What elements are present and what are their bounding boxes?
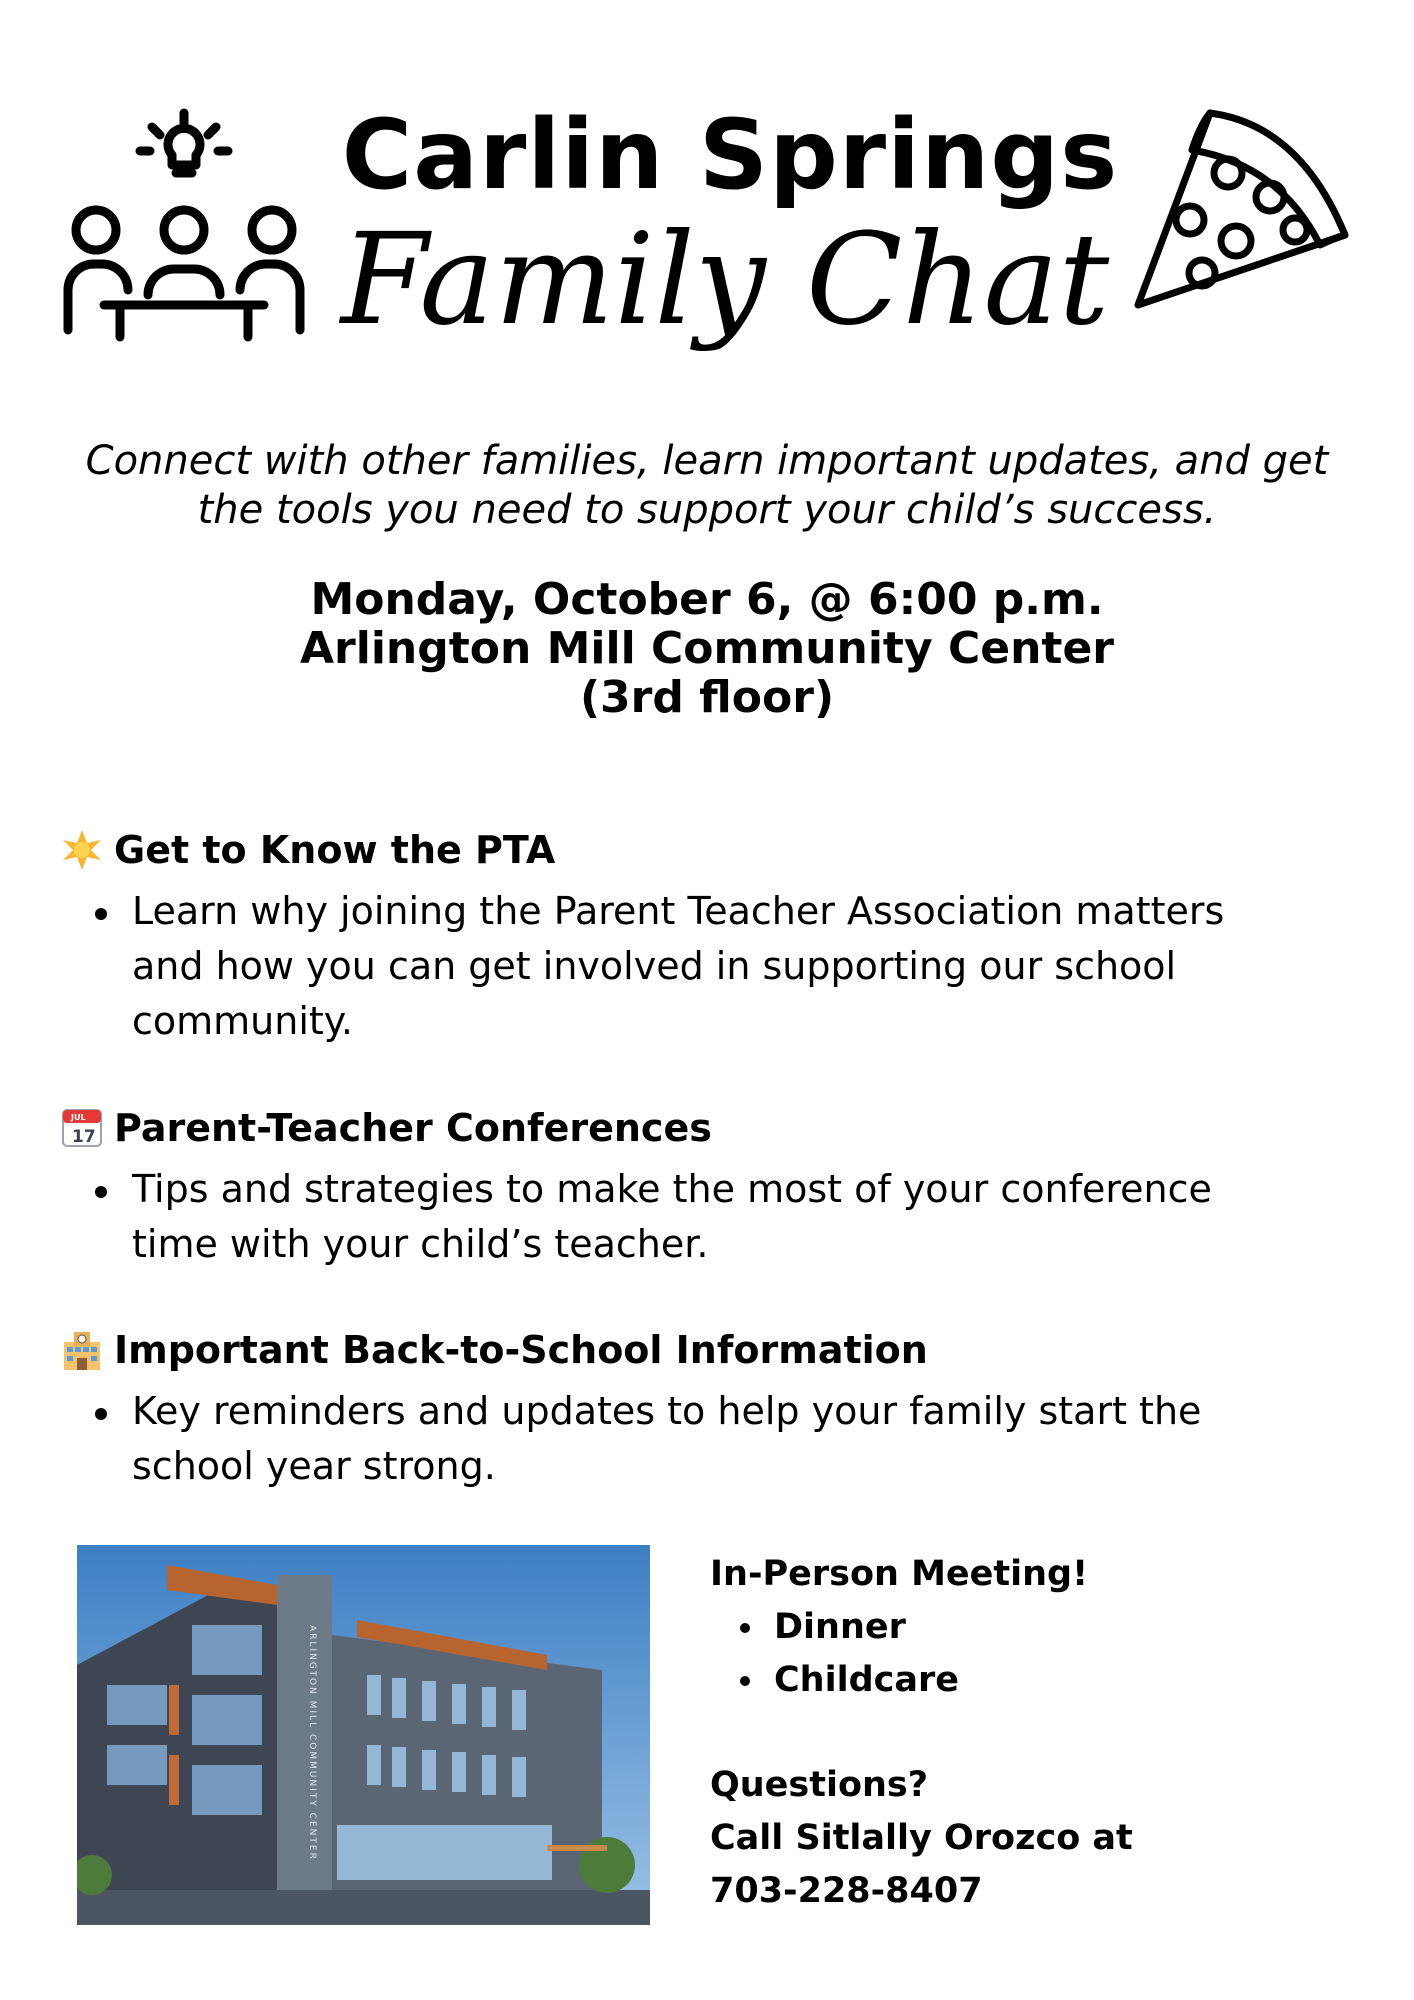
event-date-time: Monday, October 6, @ 6:00 p.m. bbox=[310, 574, 1104, 625]
calendar-month: JUL bbox=[71, 1113, 86, 1122]
phone-number: 703-228-8407 bbox=[710, 1871, 983, 1911]
section-heading: Important Back-to-School Information bbox=[114, 1328, 928, 1372]
meeting-heading: In-Person Meeting! bbox=[710, 1554, 1089, 1594]
bullet-dot bbox=[740, 1676, 750, 1686]
family-meeting-icon bbox=[60, 105, 305, 345]
star-icon bbox=[60, 828, 104, 872]
list-item bbox=[710, 1654, 1330, 1707]
tagline: Connect with other families, learn important updates, and get the tools you need to support your child’s success. bbox=[85, 438, 1329, 533]
list-item-label: Dinner bbox=[774, 1607, 906, 1647]
section-heading-row bbox=[60, 1326, 1300, 1374]
school-building-icon bbox=[60, 1328, 104, 1372]
community-center-photo bbox=[77, 1545, 650, 1925]
list-item bbox=[60, 884, 1292, 1049]
event-location: Arlington Mill Community Center bbox=[300, 623, 1114, 674]
section-conferences bbox=[60, 1104, 1300, 1272]
title-line-2: Family Chat bbox=[340, 206, 1110, 353]
contact-line: Call Sitlally Orozco at bbox=[710, 1818, 1133, 1858]
bullet-text: Key reminders and updates to help your family start the school year strong. bbox=[132, 1389, 1202, 1488]
list-item bbox=[60, 1162, 1292, 1272]
list-item-label: Childcare bbox=[774, 1660, 960, 1700]
bullet-dot bbox=[740, 1623, 750, 1633]
list-item bbox=[710, 1601, 1330, 1654]
section-pta bbox=[60, 826, 1300, 1049]
section-heading-row bbox=[60, 1104, 1300, 1152]
building-sign: ARLINGTON MILL COMMUNITY CENTER bbox=[307, 1625, 317, 1861]
meeting-info bbox=[710, 1548, 1330, 1918]
bullet-dot bbox=[95, 1408, 107, 1420]
title-line-1: Carlin Springs bbox=[341, 99, 1119, 211]
section-heading: Get to Know the PTA bbox=[114, 828, 556, 872]
calendar-icon bbox=[60, 1106, 104, 1150]
section-back-to-school bbox=[60, 1326, 1300, 1494]
questions-heading: Questions? bbox=[710, 1765, 929, 1805]
event-details bbox=[200, 575, 1214, 722]
event-floor: (3rd floor) bbox=[579, 672, 835, 723]
calendar-day: 17 bbox=[72, 1127, 96, 1147]
section-heading: Parent-Teacher Conferences bbox=[114, 1106, 712, 1150]
bullet-text: Tips and strategies to make the most of your conference time with your child’s teacher. bbox=[132, 1167, 1212, 1266]
bullet-dot bbox=[95, 1186, 107, 1198]
pizza-slice-icon bbox=[1130, 105, 1355, 320]
list-item bbox=[60, 1384, 1292, 1494]
bullet-dot bbox=[95, 908, 107, 920]
bullet-text: Learn why joining the Parent Teacher Association matters and how you can get involved in supporting our school community. bbox=[132, 889, 1225, 1043]
section-heading-row bbox=[60, 826, 1300, 874]
